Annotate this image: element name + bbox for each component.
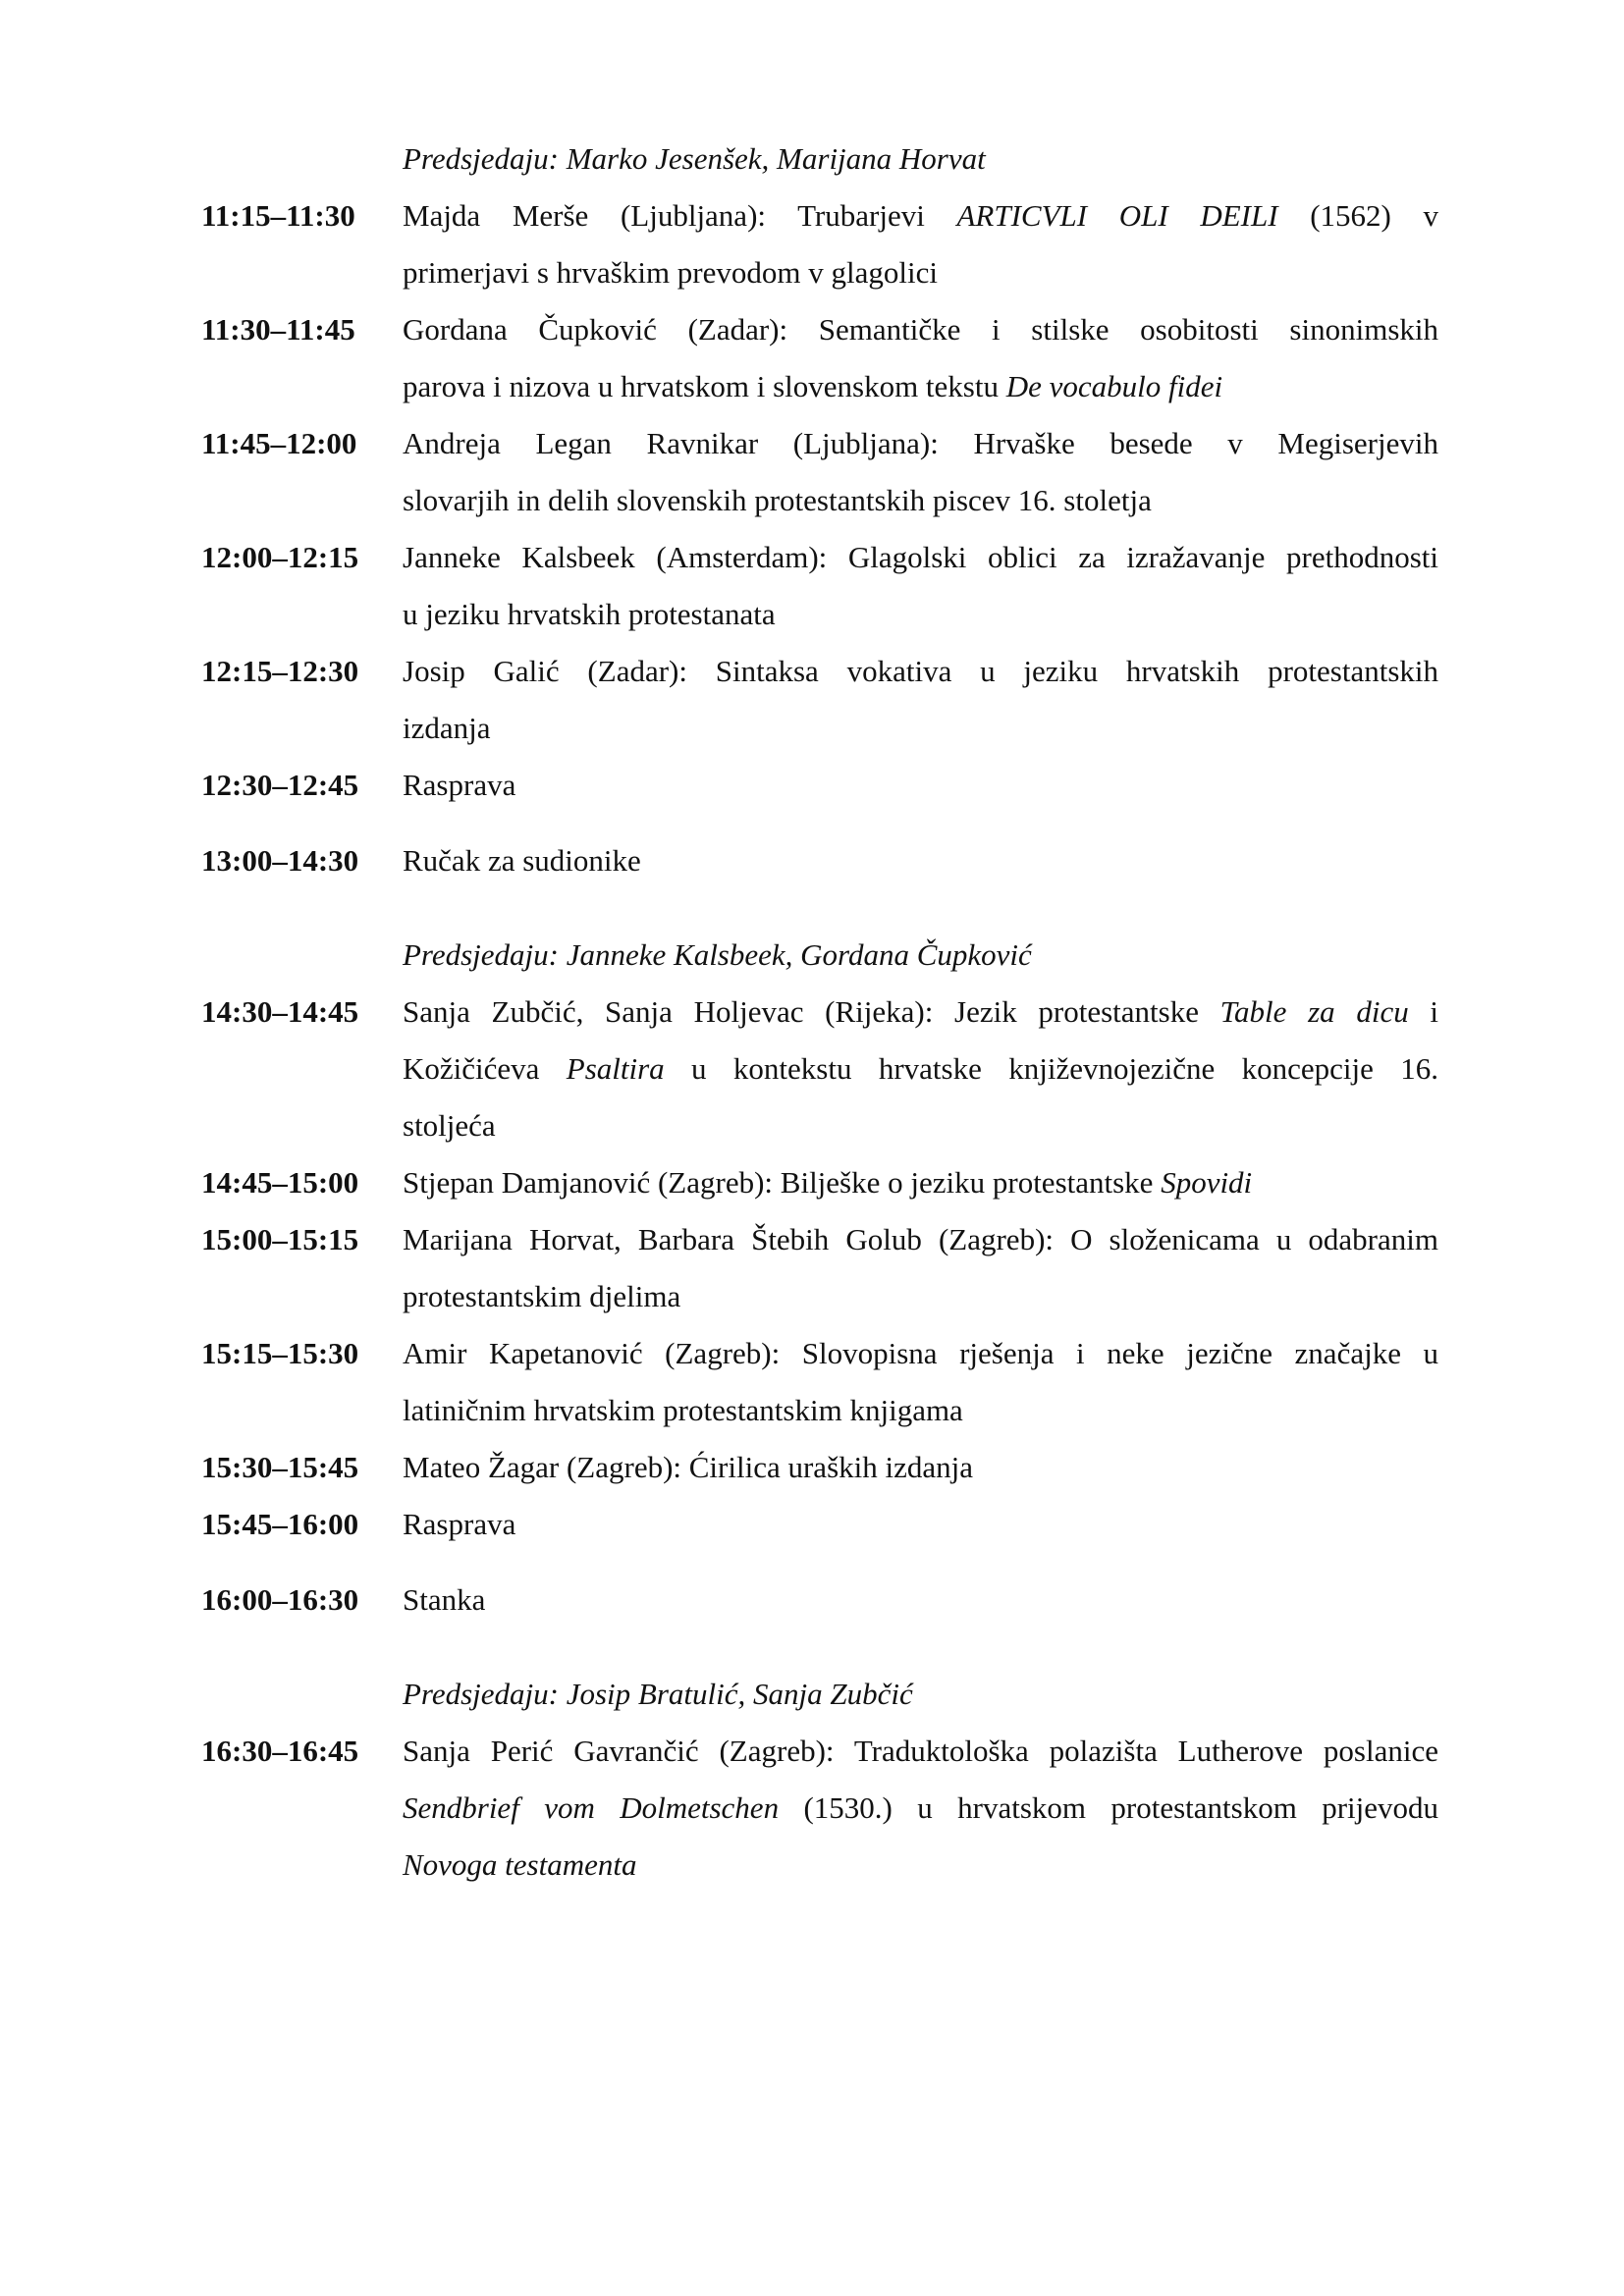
entry-text: Stjepan Damjanović (Zagreb): Bilješke o jeziku protestantske — [403, 1165, 1162, 1200]
entry-text-line — [403, 1325, 1438, 1382]
programme-entry — [201, 529, 1438, 643]
time-slot: 16:00–16:30 — [201, 1582, 359, 1617]
work-title: Novoga testamenta — [403, 1847, 637, 1882]
entry-text: Josip Galić (Zadar): Sintaksa vokativa u jeziku hrvatskih protestantskih — [403, 654, 1438, 688]
work-title: ARTICVLI OLI DEILI — [956, 198, 1278, 233]
entry-text: Rasprava — [403, 1507, 516, 1541]
entry-text-line — [403, 415, 1438, 472]
programme-entry — [201, 187, 1438, 301]
entry-text: slovarjih in delih slovenskih protestantskih piscev 16. stoletja — [403, 483, 1152, 517]
time-slot: 11:45–12:00 — [201, 426, 357, 460]
entry-text-line — [403, 301, 1438, 358]
entry-text: Andreja Legan Ravnikar (Ljubljana): Hrvaške besede v Megiserjevih — [403, 426, 1438, 460]
entry-text-line — [403, 1496, 1438, 1553]
work-title: Spovidi — [1161, 1165, 1253, 1200]
programme-entry — [201, 757, 1438, 814]
entry-description — [403, 415, 1438, 529]
entry-text: Janneke Kalsbeek (Amsterdam): Glagolski oblici za izražavanje prethodnosti — [403, 540, 1438, 574]
entry-description — [403, 1154, 1438, 1211]
entry-text: Gordana Čupković (Zadar): Semantičke i stilske osobitosti sinonimskih — [403, 312, 1438, 347]
time-slot: 12:15–12:30 — [201, 654, 359, 688]
entry-text-line — [403, 1780, 1438, 1837]
entry-text-line — [403, 700, 1438, 757]
entry-text: u kontekstu hrvatske književnojezične koncepcije 16. — [664, 1051, 1438, 1086]
entry-description — [403, 1325, 1438, 1439]
entry-text: Rasprava — [403, 768, 516, 802]
time-slot: 16:30–16:45 — [201, 1734, 359, 1768]
entry-text: Sanja Zubčić, Sanja Holjevac (Rijeka): Jezik protestantske — [403, 994, 1220, 1029]
entry-text-line — [403, 358, 1438, 415]
entry-description — [403, 187, 1438, 301]
session-chairs: Predsjedaju: Janneke Kalsbeek, Gordana Čupković — [403, 937, 1032, 972]
entry-text-line — [403, 757, 1438, 814]
entry-text: primerjavi s hrvaškim prevodom v glagolici — [403, 255, 938, 290]
entry-text-line — [403, 1837, 1438, 1894]
programme-break-row — [201, 832, 1438, 889]
programme-entry — [201, 643, 1438, 757]
entry-text-line — [403, 244, 1438, 301]
session-chairs: Predsjedaju: Marko Jesenšek, Marijana Horvat — [403, 141, 986, 176]
break-label: Ručak za sudionike — [403, 843, 641, 878]
entry-text: parova i nizova u hrvatskom i slovenskom tekstu — [403, 369, 1006, 403]
entry-text-line — [403, 1211, 1438, 1268]
time-slot: 15:15–15:30 — [201, 1336, 359, 1370]
entry-text-line — [403, 984, 1438, 1041]
entry-text-line — [403, 586, 1438, 643]
entry-text-line — [403, 472, 1438, 529]
entry-text: (1562) v — [1277, 198, 1438, 233]
entry-description — [403, 984, 1438, 1154]
entry-text: stoljeća — [403, 1108, 496, 1143]
programme-entry — [201, 1154, 1438, 1211]
break-label: Stanka — [403, 1582, 486, 1617]
programme-entry — [201, 1439, 1438, 1496]
entry-text: Sanja Perić Gavrančić (Zagreb): Traduktološka polazišta Lutherove poslanice — [403, 1734, 1438, 1768]
programme-entry — [201, 1496, 1438, 1553]
programme-entry — [201, 1723, 1438, 1894]
time-slot: 15:45–16:00 — [201, 1507, 359, 1541]
entry-description — [403, 757, 1438, 814]
time-slot: 15:30–15:45 — [201, 1450, 359, 1484]
session-chairs: Predsjedaju: Josip Bratulić, Sanja Zubčić — [403, 1677, 913, 1711]
time-slot: 14:45–15:00 — [201, 1165, 359, 1200]
time-slot: 12:00–12:15 — [201, 540, 359, 574]
entry-text: Mateo Žagar (Zagreb): Ćirilica uraških izdanja — [403, 1450, 973, 1484]
entry-description — [403, 643, 1438, 757]
entry-text-line — [403, 1154, 1438, 1211]
entry-text-line — [403, 187, 1438, 244]
entry-description — [403, 1439, 1438, 1496]
work-title: Psaltira — [566, 1051, 665, 1086]
entry-text: Kožičićeva — [403, 1051, 567, 1086]
entry-description — [403, 301, 1438, 415]
entry-text: izdanja — [403, 711, 491, 745]
entry-text-line — [403, 1097, 1438, 1154]
entry-text-line — [403, 529, 1438, 586]
time-slot: 15:00–15:15 — [201, 1222, 359, 1256]
work-title: Sendbrief vom Dolmetschen — [403, 1790, 780, 1825]
programme-entry — [201, 415, 1438, 529]
entry-description — [403, 1496, 1438, 1553]
entry-text-line — [403, 1439, 1438, 1496]
entry-text: Majda Merše (Ljubljana): Trubarjevi — [403, 198, 957, 233]
entry-text-line — [403, 1382, 1438, 1439]
entry-text: (1530.) u hrvatskom protestantskom prijevodu — [779, 1790, 1439, 1825]
programme-entry — [201, 984, 1438, 1154]
entry-text: latiničnim hrvatskim protestantskim knjigama — [403, 1393, 963, 1427]
entry-text: Marijana Horvat, Barbara Štebih Golub (Zagreb): O složenicama u odabranim — [403, 1222, 1438, 1256]
entry-text: protestantskim djelima — [403, 1279, 681, 1313]
entry-text-line — [403, 1041, 1438, 1097]
programme-entry — [201, 1211, 1438, 1325]
entry-text-line — [403, 1723, 1438, 1780]
entry-text-line — [403, 1268, 1438, 1325]
programme-entry — [201, 1325, 1438, 1439]
entry-text: Amir Kapetanović (Zagreb): Slovopisna rješenja i neke jezične značajke u — [403, 1336, 1438, 1370]
entry-text: u jeziku hrvatskih protestanata — [403, 597, 776, 631]
entry-description — [403, 1723, 1438, 1894]
entry-description — [403, 529, 1438, 643]
work-title: De vocabulo fidei — [1005, 369, 1223, 403]
time-slot: 11:15–11:30 — [201, 198, 355, 233]
entry-description — [403, 1211, 1438, 1325]
time-slot: 14:30–14:45 — [201, 994, 359, 1029]
entry-text-line — [403, 643, 1438, 700]
time-slot: 13:00–14:30 — [201, 843, 359, 878]
programme-break-row — [201, 1572, 1438, 1629]
work-title: Table za dicu — [1219, 994, 1409, 1029]
programme-entry — [201, 301, 1438, 415]
time-slot: 12:30–12:45 — [201, 768, 359, 802]
entry-text: i — [1408, 994, 1438, 1029]
time-slot: 11:30–11:45 — [201, 312, 355, 347]
